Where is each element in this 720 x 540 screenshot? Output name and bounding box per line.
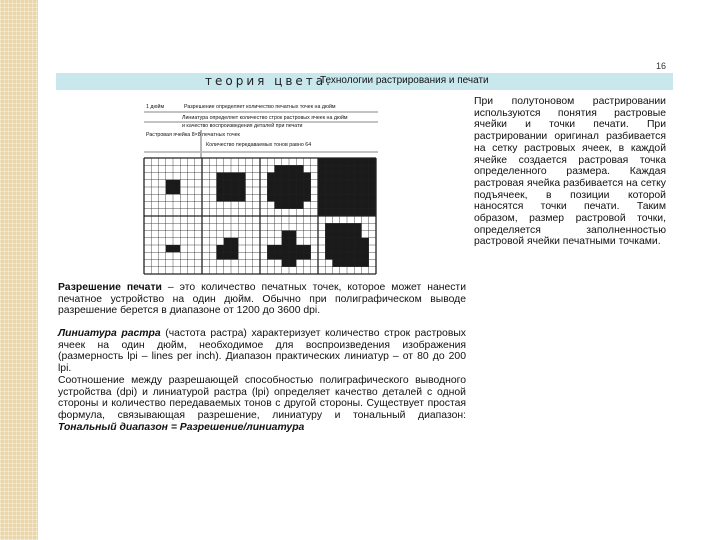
paragraph-ratio — [58, 375, 466, 434]
figure-label-resolution: Разрешение определяет количество печатных точек на дюйм — [184, 104, 336, 110]
paragraph-lineature-body: (частота растра) характеризует количество строк растровых ячеек на один дюйм, необходимое для воспроизведения изображения (размерность lpi – lines per inch). Диапазон практических линиатур – от 80 до 200 lpi. — [58, 328, 466, 375]
paragraph-ratio-body: Соотношение между разрешающей способностью полиграфического выводного устройства (dpi) и линиатурой растра (lpi) определяет качество деталей с одной стороны и количество передаваемых тонов с другой стороны. Существует простая формула, связывающая разрешение, линиатуру и тональный диапазон: — [58, 375, 466, 422]
paragraph-lineature — [58, 328, 466, 375]
paragraph-resolution-body: – это количество печатных точек, которое может нанести печатное устройство на один дюйм. Обычно при полиграфическом выводе разрешение берется в диапазоне от 1200 до 3600 dpi. — [58, 282, 466, 317]
decorative-sidebar — [0, 0, 38, 540]
raster-figure — [142, 100, 380, 278]
raster-grid — [144, 158, 376, 274]
figure-label-lineature: Линиатура определяет количество строк растровых ячеек на дюйм — [182, 115, 348, 121]
formula: Тональный диапазон = Разрешение/линиатура — [58, 421, 305, 433]
figure-label-tones: Количество передаваемых тонов равно 64 — [206, 142, 312, 148]
halftone-dot — [333, 260, 369, 267]
term-resolution: Разрешение печати — [58, 282, 162, 293]
header-title: теория цвета. — [205, 74, 333, 88]
paragraph-resolution — [58, 282, 466, 317]
header-subtitle: Технологии растрирования и печати — [320, 75, 489, 86]
top-margin — [38, 0, 720, 40]
right-column-text: При полутоновом растрировании используются понятия растровые ячейки и точки печати. При растрировании оригинал разбивается на сетку растровых ячеек, в каждой ячейке создается растровая точка определенного размера. Каждая растровая ячейка разбивается на сетку подъячеек, в позиции которой наносятся точки печати. Таким образом, размер растровой точки, определяется заполненностью растровой ячейки печатными точками. — [474, 96, 666, 248]
page-number: 16 — [656, 61, 667, 71]
term-lineature: Линиатура растра — [58, 328, 161, 339]
figure-label-cell: Растровая ячейка 8×8 печатных точек — [146, 132, 240, 138]
figure-label-inch: 1 дюйм — [146, 104, 165, 110]
figure-label-lineature-2: и качество воспроизведения деталей при печати — [182, 123, 303, 129]
